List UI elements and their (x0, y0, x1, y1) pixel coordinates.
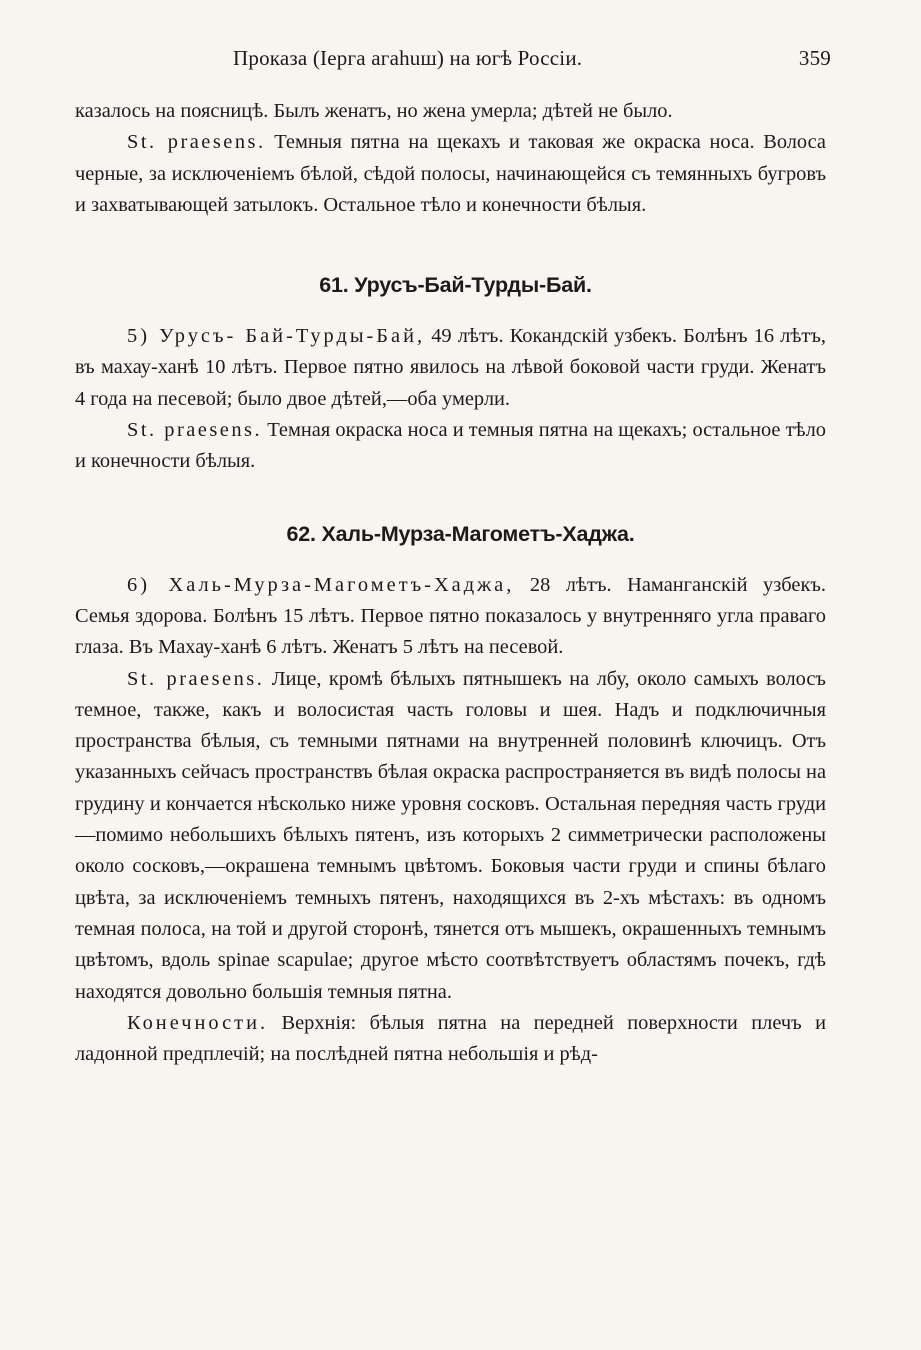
page-number: 359 (798, 46, 831, 70)
running-header (75, 42, 831, 82)
extremities-label-62: Конечности. (127, 1011, 269, 1034)
continuation-paragraph: казалось на поясницѣ. Былъ женатъ, но жена умерла; дѣтей не было. (75, 100, 673, 122)
status-praesens-label-61: St. praesens. (127, 419, 263, 442)
status-praesens-label-62: St. praesens. (127, 667, 265, 690)
section-heading-62: 62. Халь-Мурза-Магометъ-Хаджа. (286, 521, 635, 546)
case-history-62: 28 лѣтъ. Наманганскiй узбекъ. Семья здорова. Болѣнъ 15 лѣтъ. Первое пятно показалось у внутренняго угла праваго глаза. Въ Махау-ханѣ 6 лѣтъ. Женатъ 5 лѣтъ на песевой. (75, 573, 827, 659)
status-paragraph (75, 127, 826, 221)
status-praesens-text-62: Лице, кромѣ бѣлыхъ пятнышекъ на лбу, около самыхъ волосъ темное, также, какъ и волосистая часть головы и шея. Надъ и подключичныя пространства бѣлыя, съ темными пятнами на внутренней половинѣ ключицъ. Отъ указанныхъ сейчасъ пространствъ бѣлая окраска распространяется въ видѣ полосы на грудину и кончается нѣсколько ниже уровня сосковъ. Остальная передняя часть груди—помимо небольшихъ бѣлыхъ пятенъ, изъ которыхъ 2 симметрически расположены около сосковъ,—окрашена темнымъ цвѣтомъ. Боковыя части груди и спины бѣлаго цвѣта, за исключенiемъ темныхъ пятенъ, находящихся въ 2-хъ мѣстахъ: въ одномъ темная полоса, на той и другой сторонѣ, тянется отъ мышекъ, окрашенныхъ темнымъ цвѣтомъ, вдоль spinae scapulae; другое мѣсто соотвѣтствуетъ областямъ почекъ, гдѣ находятся довольно большiя темныя пятна. (75, 667, 826, 1003)
case-history-61: 49 лѣтъ. Кокандскiй узбекъ. Болѣнъ 16 лѣтъ, въ махау-ханѣ 10 лѣтъ. Первое пятно явилось на лѣвой боковой части груди. Женатъ 4 года на песевой; было двое дѣтей,—оба умерли. (75, 325, 826, 410)
status-praesens-label: St. praesens. (127, 131, 266, 154)
status-praesens-text: Темныя пятна на щекахъ и таковая же окраска носа. Волоса черные, за исключенiемъ бѣлой, сѣдой полосы, начинающейся съ темянныхъ бугровъ и захватывающей затылокъ. Остальное тѣло и конечности бѣлыя. (75, 131, 826, 216)
section-heading-61: 61. Урусъ-Бай-Турды-Бай. (319, 273, 592, 298)
patient-name-62: 6) Халь-Мурза-Магометъ-Хаджа, (127, 573, 515, 596)
status-praesens-text-61: Темная окраска носа и темныя пятна на щекахъ; остальное тѣло и конечности бѣлыя. (75, 419, 826, 473)
case-paragraph-62 (75, 570, 826, 664)
running-title: Проказа (Iерга агаһuш) на югѣ Россiи. (233, 46, 583, 70)
extremities-text-62: Верхнiя: бѣлыя пятна на передней поверхности плечъ и ладонной предплечiй; на послѣдней пятна небольшiя и рѣд- (75, 1011, 826, 1066)
extremities-paragraph-62 (75, 1008, 826, 1071)
case-paragraph-61 (75, 321, 826, 415)
body-text (75, 96, 826, 1070)
status-paragraph-61 (75, 415, 826, 478)
patient-name-61: 5) Урусъ- Бай-Турды-Бай, (127, 325, 426, 348)
status-paragraph-62 (75, 664, 826, 1008)
